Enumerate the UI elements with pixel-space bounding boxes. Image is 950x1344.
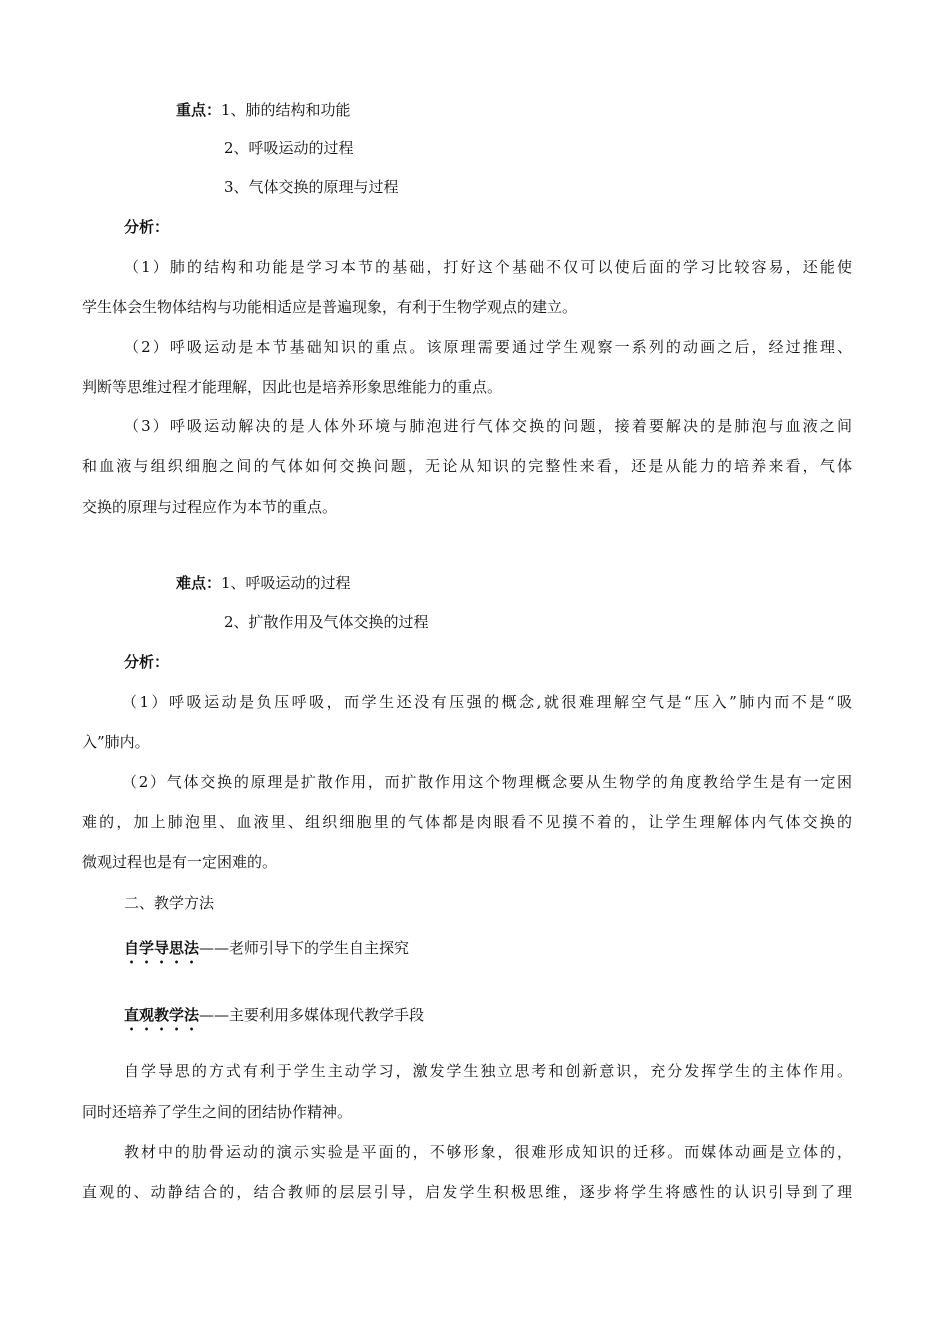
paragraph-line: 直观的、动静结合的，结合教师的层层引导，启发学生积极思维，逐步将学生将感性的认识引导到了理 [82, 1183, 852, 1201]
analysis-label: 分析： [124, 218, 170, 236]
analysis-label: 分析： [124, 653, 170, 671]
paragraph-line: 教材中的肋骨运动的演示实验是平面的，不够形象，很难形成知识的迁移。而媒体动画是立体的， [124, 1143, 852, 1161]
paragraph-line: 微观过程也是有一定困难的。 [82, 853, 278, 871]
paragraph-line: 难的，加上肺泡里、血液里、组织细胞里的气体都是肉眼看不见摸不着的，让学生理解体内气体交换的 [82, 813, 852, 831]
method-line [124, 1005, 424, 1034]
difficult-points-label: 难点： [176, 574, 222, 592]
paragraph-line: （2）呼吸运动是本节基础知识的重点。该原理需要通过学生观察一系列的动画之后，经过推理、 [124, 338, 852, 356]
paragraph-line: 交换的原理与过程应作为本节的重点。 [82, 498, 338, 516]
paragraph-line: 学生体会生物体结构与功能相适应是普遍现象，有利于生物学观点的建立。 [82, 298, 578, 316]
method-line [124, 938, 409, 967]
paragraph-line: （3）呼吸运动解决的是人体外环境与肺泡进行气体交换的问题，接着要解决的是肺泡与血液之间 [124, 417, 852, 435]
difficult-points-line-1 [176, 573, 351, 593]
key-point-item: 3、气体交换的原理与过程 [224, 178, 399, 196]
key-points-label: 重点： [176, 101, 222, 119]
method-name: 自学导思法 [124, 939, 200, 957]
key-point-item: 2、呼吸运动的过程 [224, 139, 354, 157]
key-point-item: 1、肺的结构和功能 [221, 101, 351, 119]
paragraph-line: （1）肺的结构和功能是学习本节的基础，打好这个基础不仅可以使后面的学习比较容易，还能使 [124, 258, 852, 276]
paragraph-line: 入”肺内。 [82, 733, 150, 751]
paragraph-line: 判断等思维过程才能理解，因此也是培养形象思维能力的重点。 [82, 378, 503, 396]
section-heading: 二、教学方法 [124, 894, 215, 912]
key-points-line-1 [176, 100, 351, 120]
difficult-point-item: 2、扩散作用及气体交换的过程 [224, 613, 429, 631]
paragraph-line: 自学导思的方式有利于学生主动学习，激发学生独立思考和创新意识，充分发挥学生的主体作用。 [124, 1062, 852, 1080]
difficult-point-item: 1、呼吸运动的过程 [221, 574, 351, 592]
paragraph-line: 同时还培养了学生之间的团结协作精神。 [82, 1103, 353, 1121]
paragraph-line: （2）气体交换的原理是扩散作用，而扩散作用这个物理概念要从生物学的角度教给学生是有一定困 [122, 773, 852, 791]
method-name: 直观教学法 [124, 1006, 200, 1024]
method-description: ——主要利用多媒体现代教学手段 [199, 1006, 425, 1024]
paragraph-line: 和血液与组织细胞之间的气体如何交换问题，无论从知识的完整性来看，还是从能力的培养来看，气体 [82, 457, 852, 475]
method-description: ——老师引导下的学生自主探究 [199, 939, 410, 957]
paragraph-line: （1）呼吸运动是负压呼吸，而学生还没有压强的概念,就很难理解空气是“压入”肺内而不是“吸 [122, 693, 852, 711]
